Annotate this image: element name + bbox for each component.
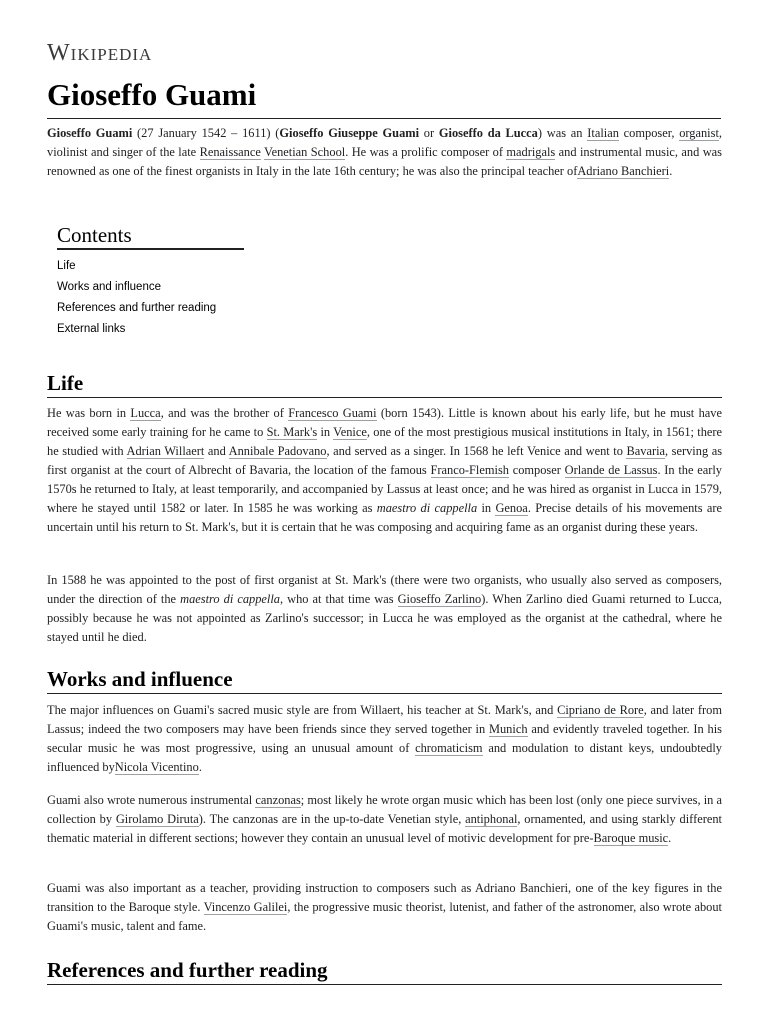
link-girolamo-diruta[interactable]: Girolamo Diruta [115, 812, 199, 826]
toc-list [57, 256, 244, 340]
link-vincenzo-galilei[interactable]: Vincenzo Galilei [203, 900, 288, 914]
link-nicola-vicentino[interactable]: Nicola Vicentino [114, 760, 199, 774]
toc-item-references[interactable]: References and further reading [57, 302, 217, 314]
toc-item-external-links[interactable]: External links [57, 323, 126, 335]
link-gioseffo-zarlino[interactable]: Gioseffo Zarlino [397, 592, 482, 606]
section-heading-works: Works and influence [47, 665, 722, 694]
link-adrian-willaert[interactable]: Adrian Willaert [126, 444, 205, 458]
table-of-contents [57, 222, 244, 340]
link-venice[interactable]: Venice [333, 425, 367, 439]
toc-item-life[interactable]: Life [57, 260, 76, 272]
toc-title: Contents [57, 222, 244, 250]
section-heading-references: References and further reading [47, 956, 722, 985]
works-paragraph-1: The major influences on Guami's sacred music style are from Willaert, his teacher at St. Mark's, and Cipriano de Rore, and later from Lassus; indeed the two composers may have been friends since they served together in Munich and evidently traveled together. In his secular music he was most progressive, using an unusual amount of chromaticism and modulation to distant keys, undoubtedly influenced byNicola Vicentino. [47, 703, 722, 774]
toc-item-works[interactable]: Works and influence [57, 281, 161, 293]
link-cipriano-de-rore[interactable]: Cipriano de Rore [557, 703, 644, 717]
link-italian[interactable]: Italian [587, 126, 619, 140]
works-paragraph-2: Guami also wrote numerous instrumental canzonas; most likely he wrote organ music which has been lost (only one piece survives, in a collection by Girolamo Diruta). The canzonas are in the up-to-date Venetian style, antiphonal, ornamented, and using starkly different thematic material in different sections; however they contain an unusual level of motivic development for pre-Baroque music. [47, 793, 722, 845]
works-paragraph-3: Guami was also important as a teacher, providing instruction to composers such as Adriano Banchieri, one of the key figures in the transition to the Baroque style. Vincenzo Galilei, the progressive music theorist, lutenist, and father of the astronomer, also wrote about Guami's music, talent and fame. [47, 881, 723, 933]
life-paragraph-2: In 1588 he was appointed to the post of first organist at St. Mark's (there were two organists, who usually also served as composers, under the direction of the maestro di cappella, who at that time was Gioseffo Zarlino). When Zarlino died Guami returned to Lucca, possibly because he was not appointed as Zarlino's successor; in Lucca he was employed as the organist at the cathedral, where he stayed until he died. [47, 573, 722, 644]
link-munich[interactable]: Munich [488, 722, 528, 736]
link-annibale-padovano[interactable]: Annibale Padovano [228, 444, 327, 458]
page-title: Gioseffo Guami [47, 76, 721, 119]
link-francesco-guami[interactable]: Francesco Guami [288, 406, 377, 420]
link-orlande-de-lassus[interactable]: Orlande de Lassus [564, 463, 658, 477]
subject-name: Gioseffo Guami [47, 126, 133, 140]
link-baroque-music[interactable]: Baroque music [593, 831, 669, 845]
section-heading-life: Life [47, 369, 722, 398]
link-genoa[interactable]: Genoa [495, 501, 528, 515]
link-lucca[interactable]: Lucca [130, 406, 161, 420]
link-renaissance[interactable]: Renaissance [199, 145, 261, 159]
link-bavaria[interactable]: Bavaria [626, 444, 666, 458]
link-st-marks[interactable]: St. Mark's [266, 425, 318, 439]
life-paragraph-1: He was born in Lucca, and was the brother of Francesco Guami (born 1543). Little is known about his early life, but he must have received some early training for he came to St. Mark's in Venice, one of the most prestigious musical institutions in Italy, in 1561; there he studied with Adrian Willaert and Annibale Padovano, and served as a singer. In 1568 he left Venice and went to Bavaria, serving as first organist at the court of Albrecht of Bavaria, the location of the famous Franco-Flemish composer Orlande de Lassus. In the early 1570s he returned to Italy, at least temporarily, and accompanied by Lassus at least once; and he was hired as organist in Lucca in 1579, where he stayed until 1582 or later. In 1585 he was working as maestro di cappella in Genoa. Precise details of his movements are uncertain until his return to St. Mark's, but it is certain that he was composing and acquiring fame as an organist during these years. [47, 406, 723, 534]
intro-paragraph: Gioseffo Guami (27 January 1542 – 1611) (Gioseffo Giuseppe Guami or Gioseffo da Lucca) was an Italian composer, organist, violinist and singer of the late Renaissance Venetian School. He was a prolific composer of madrigals and instrumental music, and was renowned as one of the finest organists in Italy in the late 16th century; he was also the principal teacher ofAdriano Banchieri. [47, 126, 722, 178]
link-madrigals[interactable]: madrigals [506, 145, 556, 159]
link-venetian-school[interactable]: Venetian School [264, 145, 346, 159]
link-adriano-banchieri[interactable]: Adriano Banchieri [577, 164, 670, 178]
wikipedia-wordmark[interactable]: Wikipedia [47, 40, 153, 66]
link-franco-flemish[interactable]: Franco-Flemish [430, 463, 509, 477]
link-chromaticism[interactable]: chromaticism [415, 741, 483, 755]
link-organist[interactable]: organist [679, 126, 719, 140]
link-canzonas[interactable]: canzonas [255, 793, 301, 807]
link-antiphonal[interactable]: antiphonal [465, 812, 518, 826]
